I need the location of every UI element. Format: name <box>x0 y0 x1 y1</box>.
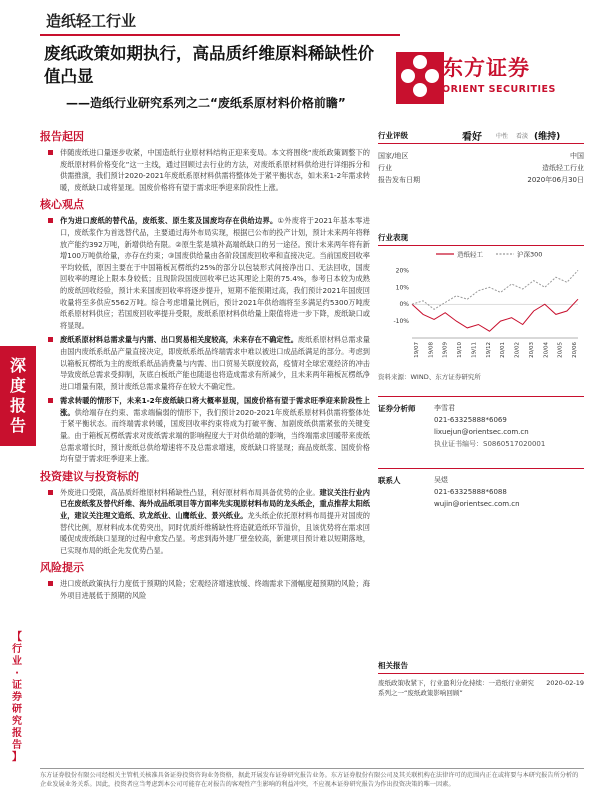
x-tick-label: 20/05 <box>557 342 564 358</box>
disclaimer-footer: 东方证券股份有限公司经相关主管机关核准具备证券投资咨询业务资格，据此开展发布证券研究报告业务。东方证券股份有限公司及其关联机构在法律许可的范围内正在或将要与本研究报告所分析的企业发展业务关系。因此，投资者应当考虑到本公司可能存在对报告的客观性产生影响的利益冲突，不应视本证券研究报告为作出投资决策的唯一因素。 <box>40 768 584 789</box>
y-tick-label: 0% <box>399 301 409 309</box>
analyst-email[interactable]: lixuejun@orientsec.com.cn <box>434 428 529 436</box>
logo-name-cn: 东方证券 <box>442 56 530 80</box>
contact-block <box>378 468 584 510</box>
bullet-icon <box>48 150 53 155</box>
related-item[interactable] <box>378 678 584 698</box>
analyst-cert: 执业证书编号：S0860517020001 <box>434 440 546 448</box>
core2-heading: 废纸系原材料总需求量与内需、出口贸易相关度较高，未来存在不确定性。 <box>60 335 298 345</box>
vertical-char: 券 <box>12 692 22 703</box>
main-content <box>40 128 370 605</box>
bullet-icon <box>48 218 53 223</box>
vertical-char: 究 <box>12 716 22 727</box>
rating-maintain: (维持) <box>534 132 561 142</box>
x-tick-label: 19/07 <box>414 342 420 358</box>
vertical-char: 业 <box>12 656 22 667</box>
analyst-phone: 021-63325888*6069 <box>434 416 507 424</box>
related-reports <box>378 660 584 698</box>
contact-email[interactable]: wujin@orientsec.com.cn <box>434 500 520 508</box>
legend-label-hs300: 沪深300 <box>517 250 543 259</box>
x-tick-label: 20/02 <box>514 342 521 358</box>
bullet-icon <box>48 398 53 403</box>
detail-row <box>378 174 584 186</box>
core-paragraph-3 <box>46 395 370 465</box>
contact-row <box>378 475 584 486</box>
chart-legend <box>436 250 542 259</box>
analyst-block <box>378 396 584 450</box>
invest-heading: 建议关注行业内已在废纸浆及替代纤维、海外成品纸项目等方面率先实现原材料布局的龙头纸企，重点推荐太阳纸业，建议关注理文造纸、玖龙纸业、山鹰纸业、景兴纸业。 <box>60 487 370 521</box>
deep-label-char: 度 <box>9 376 26 395</box>
x-tick-label: 19/11 <box>471 342 478 358</box>
y-tick-label: 20% <box>395 267 409 275</box>
related-item-title[interactable]: 废纸政策收紧下，行业盈利分化持续：一造纸行业研究系列之一“废纸政策影响回顾” <box>378 679 534 697</box>
y-tick-label: 10% <box>395 284 409 292</box>
vertical-char: 】 <box>12 752 22 763</box>
vertical-char: 【 <box>12 632 22 643</box>
detail-key: 行业 <box>378 164 392 172</box>
analyst-name: 李雪君 <box>434 404 455 412</box>
detail-row <box>378 150 584 162</box>
deep-report-tab <box>0 346 36 446</box>
rating-value: 看好 <box>462 132 482 143</box>
x-tick-label: 19/12 <box>485 342 492 358</box>
related-item-date: 2020-02-19 <box>546 679 584 687</box>
y-tick-label: -10% <box>393 318 409 326</box>
bullet-icon <box>48 337 53 342</box>
rating-details <box>378 150 584 186</box>
risk-text: 进口废纸政策执行力度低于预期的风险；宏观经济增速放缓、终端需求下滑幅度超预期的风险；海外项目进展低于预期的风险 <box>60 579 370 600</box>
logo-mark-icon <box>396 52 444 104</box>
detail-value: 2020年06月30日 <box>527 176 584 184</box>
x-tick-label: 19/08 <box>428 342 435 358</box>
contact-phone: 021-63325888*6088 <box>434 488 507 496</box>
core-paragraph-2 <box>46 334 370 392</box>
section-title-core: 核心观点 <box>40 198 84 212</box>
contact-label: 联系人 <box>378 476 401 485</box>
detail-key: 报告发布日期 <box>378 176 420 184</box>
vertical-char: 告 <box>12 740 22 751</box>
invest-text-1: 外废进口受限，高品质纤维原材料稀缺性凸显，利好原材料布局具备优势的企业。 <box>60 487 320 497</box>
x-tick-label: 20/04 <box>543 342 550 358</box>
related-title: 相关报告 <box>378 660 584 674</box>
core-paragraph-1 <box>46 215 370 331</box>
origin-paragraph <box>46 147 370 193</box>
vertical-char: 研 <box>12 704 22 715</box>
bullet-icon <box>48 490 53 495</box>
x-tick-label: 20/01 <box>500 342 507 358</box>
rating-label: 行业评级 <box>378 131 408 140</box>
analyst-row <box>378 403 584 414</box>
core1-text: ①外废将于2021年基本零进口，废纸浆作为首选替代品，主要通过海外布局实现，根据已公布的投产计划，预计未来两年将释放产能约392万吨，新增供给有限。②原生浆是填补高端纸缺口的另一途径。预计未来两年将有新增100万吨供给量，亦存在约束；③国废供给量由各阶段国废回收率和直接决定。当前国废回收率平均较低，原因主要在于中国箱板瓦楞纸约25%的部分以包装形式间接净出口、无法回收，国废回收率的理论上限本身较低；且现阶段国废回收率已达其理论上限的75.4%，参考日本较为成熟的废纸回收经验，预计未来国废回收率将逐步提升，短期不能预期过高，我们预计2021年国废回收量将至多供应5562万吨。综合考虑增量比例后，预计2021年供给端将至多满足约5300万吨废纸系原材料供应；若国废回收率提升受限，废纸系原材料供给量上限值将进一步下降，废纸缺口或将显现。 <box>60 216 370 330</box>
section-title-risk: 风险提示 <box>40 561 84 575</box>
rating-negative: 看淡 <box>516 133 529 140</box>
chart-title: 行业表现 <box>378 232 584 246</box>
analyst-info <box>378 414 584 450</box>
core2-text: 废纸系原材料总需求量由国内废纸系纸品产量直接决定，即废纸系纸品终端需求中难以被进口成品纸满足的部分。考虑到以箱板瓦楞纸为主的废纸系纸品消费量与内需、出口贸易关联度较高，疫情对全球宏观经济的冲击导致废纸总需求受抑制，灰底白板纸产能也随退也将造成需求有所减少，且未来两年箱板瓦楞纸净进口增量有限，预计废纸总需求量将存在较大不确定性。 <box>60 335 370 391</box>
contact-name: 吴煜 <box>434 476 448 484</box>
core1-heading: 作为进口废纸的替代品，废纸浆、原生浆及国废均存在供给边界。 <box>60 216 278 226</box>
industry-performance-chart <box>378 246 584 366</box>
legend-label-industry: 造纸轻工 <box>457 250 483 259</box>
logo-name-en: ORIENT SECURITIES <box>442 84 556 95</box>
x-tick-label: 19/10 <box>457 342 464 358</box>
x-tick-label: 19/09 <box>442 342 449 358</box>
vertical-report-type <box>8 632 26 764</box>
detail-value: 中国 <box>570 152 584 160</box>
analyst-label: 证券分析师 <box>378 404 416 413</box>
report-subtitle: ——造纸行业研究系列之二“废纸系原材料价格前瞻” <box>66 96 346 110</box>
top-rule <box>40 34 400 36</box>
detail-key: 国家/地区 <box>378 152 409 160</box>
detail-row <box>378 162 584 174</box>
section-title-origin: 报告起因 <box>40 130 84 143</box>
risk-paragraph <box>46 578 370 601</box>
x-tick-label: 20/03 <box>528 342 535 358</box>
detail-value: 造纸轻工行业 <box>542 164 584 172</box>
invest-paragraph <box>46 487 370 557</box>
vertical-char: 行 <box>12 644 22 655</box>
invest-text-2: 龙头纸企依托原材料布局提升对国废的替代比例，原材料成本优势突出，同时优质纤维稀缺性将造就造纸环节溢价，且该优势将在需求回暖促成废纸缺口显现的过程中愈发凸显。考虑到海外建厂壁垒较高，新建项目预计难以短期落地，已实现布局的纸企先发优势凸显。 <box>60 511 370 555</box>
deep-label-char: 深 <box>9 356 26 375</box>
deep-label-char: 报 <box>9 396 26 415</box>
industry-label: 造纸轻工行业 <box>46 12 137 30</box>
contact-info <box>378 486 584 510</box>
series-line-hs300 <box>412 270 578 309</box>
chart-source: 资料来源：WIND、东方证券研究所 <box>378 373 481 381</box>
vertical-char: 报 <box>12 728 22 739</box>
section-title-invest: 投资建议与投资标的 <box>40 469 139 483</box>
bullet-icon <box>48 581 53 586</box>
core3-text: 供给端存在约束、需求端偏弱的情形下，我们预计2020-2021年废纸系原材料供需将整体处于紧平衡状态。而终端需求转暖，国废回收率约束将成为打破平衡、加剧废纸供需紧张的关键变量。由于箱板瓦楞纸需求对废纸需求端的影响程度大于对供给端的影响，当终端需求回暖带来废纸总需求增长时，预计废纸总供给增速将不及总需求增速，废纸缺口将显现；商品废纸浆、国废价格均有望于需求旺季迎来上涨。 <box>60 407 370 464</box>
core3-heading: 需求转暖的情形下，未来1-2年废纸缺口将大概率显现，国废价格有望于需求旺季迎来阶段性上涨。 <box>60 396 370 417</box>
x-tick-label: 20/06 <box>572 342 578 358</box>
rating-row <box>378 128 584 144</box>
rating-neutral: 中性 <box>496 133 509 140</box>
vertical-char: · <box>15 668 19 679</box>
deep-label-char: 告 <box>9 416 26 435</box>
report-title: 废纸政策如期执行，高品质纤维原料稀缺性价值凸显 <box>44 44 374 86</box>
origin-text: 伴随废纸进口量逐步收紧，中国造纸行业原材料结构正迎来变局。本文将围绕“废纸政策调整下的废纸原材料价格变化”这一主线，通过回顾过去行业的方法，对废纸系原材料供给进行详细拆分和供需推演，我们预计2020-2021年废纸系原材料供需将整体处于紧平衡状态，如未来1-2年需求转暖，废纸缺口或将显现。国废价格将有望于需求旺季迎来阶段性上涨。 <box>60 148 370 192</box>
vertical-char: 证 <box>12 680 22 691</box>
